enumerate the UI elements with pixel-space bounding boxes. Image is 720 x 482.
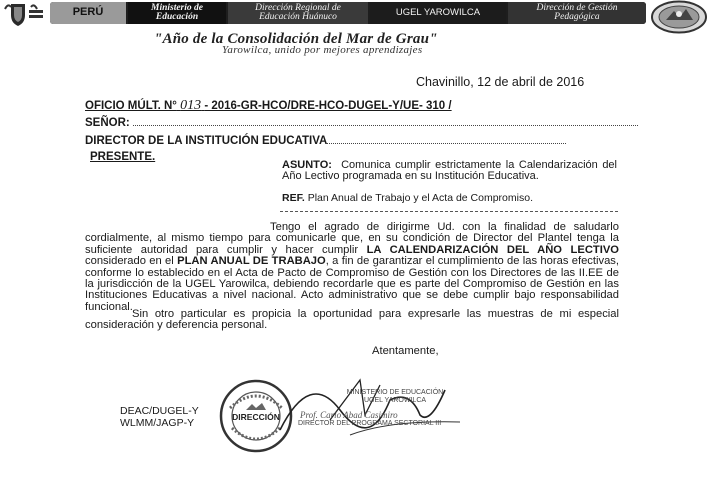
oficio-reference: OFICIO MÚLT. N° 013 - 2016-GR-HCO/DRE-HCO-DUGEL-Y/UE- 310 / bbox=[85, 98, 452, 113]
peru-coat-of-arms-icon bbox=[3, 1, 47, 27]
body-paragraph-2: Sin otro particular es propicia la oportunidad para expresarle las muestras de mi especial consideración y deferencia personal. bbox=[85, 308, 619, 332]
signature-institution: MINISTERIO DE EDUCACIÓN UGEL YAROWILCA bbox=[346, 389, 444, 404]
sub-motto: Yarowilca, unido por mejores aprendizajes bbox=[222, 44, 423, 56]
header-dgp: Dirección de Gestión Pedagógica bbox=[508, 2, 646, 24]
header-ministry: Ministerio de Educación bbox=[128, 2, 226, 24]
institutional-header-band bbox=[50, 2, 646, 24]
year-motto: "Año de la Consolidación del Mar de Grau" bbox=[154, 31, 438, 47]
blank-institution-line bbox=[327, 134, 566, 144]
blank-recipient-line bbox=[133, 116, 638, 126]
document-date: Chavinillo, 12 de abril de 2016 bbox=[416, 75, 585, 89]
ref-block: REF. Plan Anual de Trabajo y el Acta de Compromiso. bbox=[282, 192, 533, 204]
signatory-name: Prof. Carlo Abad Casimiro bbox=[300, 410, 398, 420]
closing: Atentamente, bbox=[372, 345, 439, 357]
body-paragraph-1: Tengo el agrado de dirigirme Ud. con la finalidad de saludarlo cordialmente, al mismo tiempo para comunicarle que, en su condición de Director del Plantel tenga la suficiente autoridad para cumplir y hacer cumplir LA CALENDARIZACIÓN DEL AÑO LECTIVO considerado en el PLAN ANUAL DE TRABAJO, a fin de garantizar el cumplimiento de las horas efectivas, conforme lo establecido en el Acta de Pacto de Compromiso de Gestión con los Directores de las II.EE de la jurisdicción de la UGEL Yarowilca, debiendo recordarle que es parte del Compromiso de Gestión en las Instituciones Educativas a nivel nacional. Acto administrativo que se debe cumplir bajo responsabilidad funcional. bbox=[85, 221, 620, 313]
header-ugel: UGEL YAROWILCA bbox=[370, 2, 506, 24]
presente-label: PRESENTE. bbox=[90, 151, 156, 163]
oficio-number: 013 bbox=[180, 98, 202, 113]
reference-initials: DEAC/DUGEL-Y WLMM/JAGP-Y bbox=[120, 405, 199, 429]
stamp-word: DIRECCIÓN bbox=[232, 412, 280, 422]
header-dre: Dirección Regional de Educación Huánuco bbox=[228, 2, 368, 24]
ugel-seal-icon bbox=[650, 0, 708, 34]
header-country: PERÚ bbox=[50, 2, 126, 24]
recipient-position: DIRECTOR DE LA INSTITUCIÓN EDUCATIVA bbox=[85, 134, 566, 147]
recipient-line: SEÑOR: bbox=[85, 116, 638, 129]
asunto-block: ASUNTO: Comunica cumplir estrictamente la Calendarización del Año Lectivo programada en su Institución Educativa. bbox=[282, 159, 617, 182]
signatory-role: DIRECTOR DEL PROGRAMA SECTORIAL III bbox=[298, 420, 442, 427]
separator-line bbox=[280, 211, 618, 212]
